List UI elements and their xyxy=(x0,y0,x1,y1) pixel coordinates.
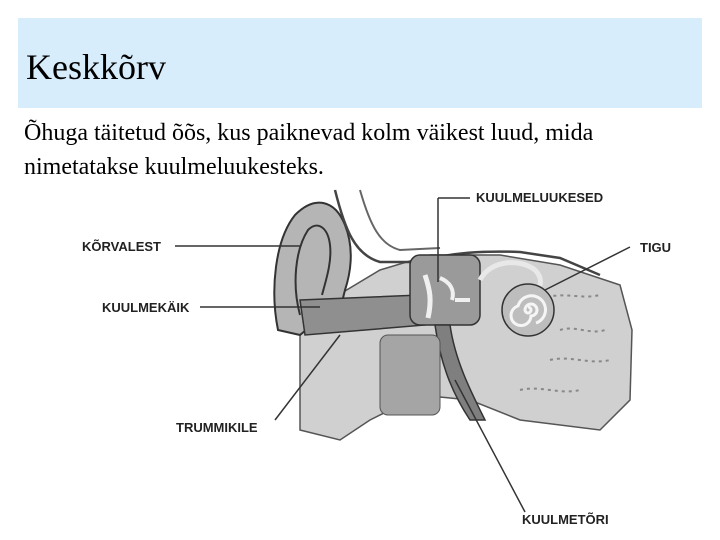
skull-layer-2 xyxy=(360,190,440,250)
middle-ear-cavity xyxy=(410,255,480,325)
slide-body-text: Õhuga täitetud õõs, kus paiknevad kolm väikest luud, mida nimetatakse kuulmeluukesteks. xyxy=(24,120,594,180)
label-tigu: TIGU xyxy=(640,240,672,255)
label-kuulmetori: KUULMETÕRI xyxy=(522,512,609,527)
label-korvalest: KÕRVALEST xyxy=(82,239,161,254)
jaw-block xyxy=(380,335,440,415)
label-kuulmeluukesed: KUULMELUUKESED xyxy=(476,190,604,205)
slide-title: Keskkõrv xyxy=(26,47,166,87)
label-trummikile: TRUMMIKILE xyxy=(176,420,258,435)
label-kuulmekaik: KUULMEKÄIK xyxy=(102,300,190,315)
